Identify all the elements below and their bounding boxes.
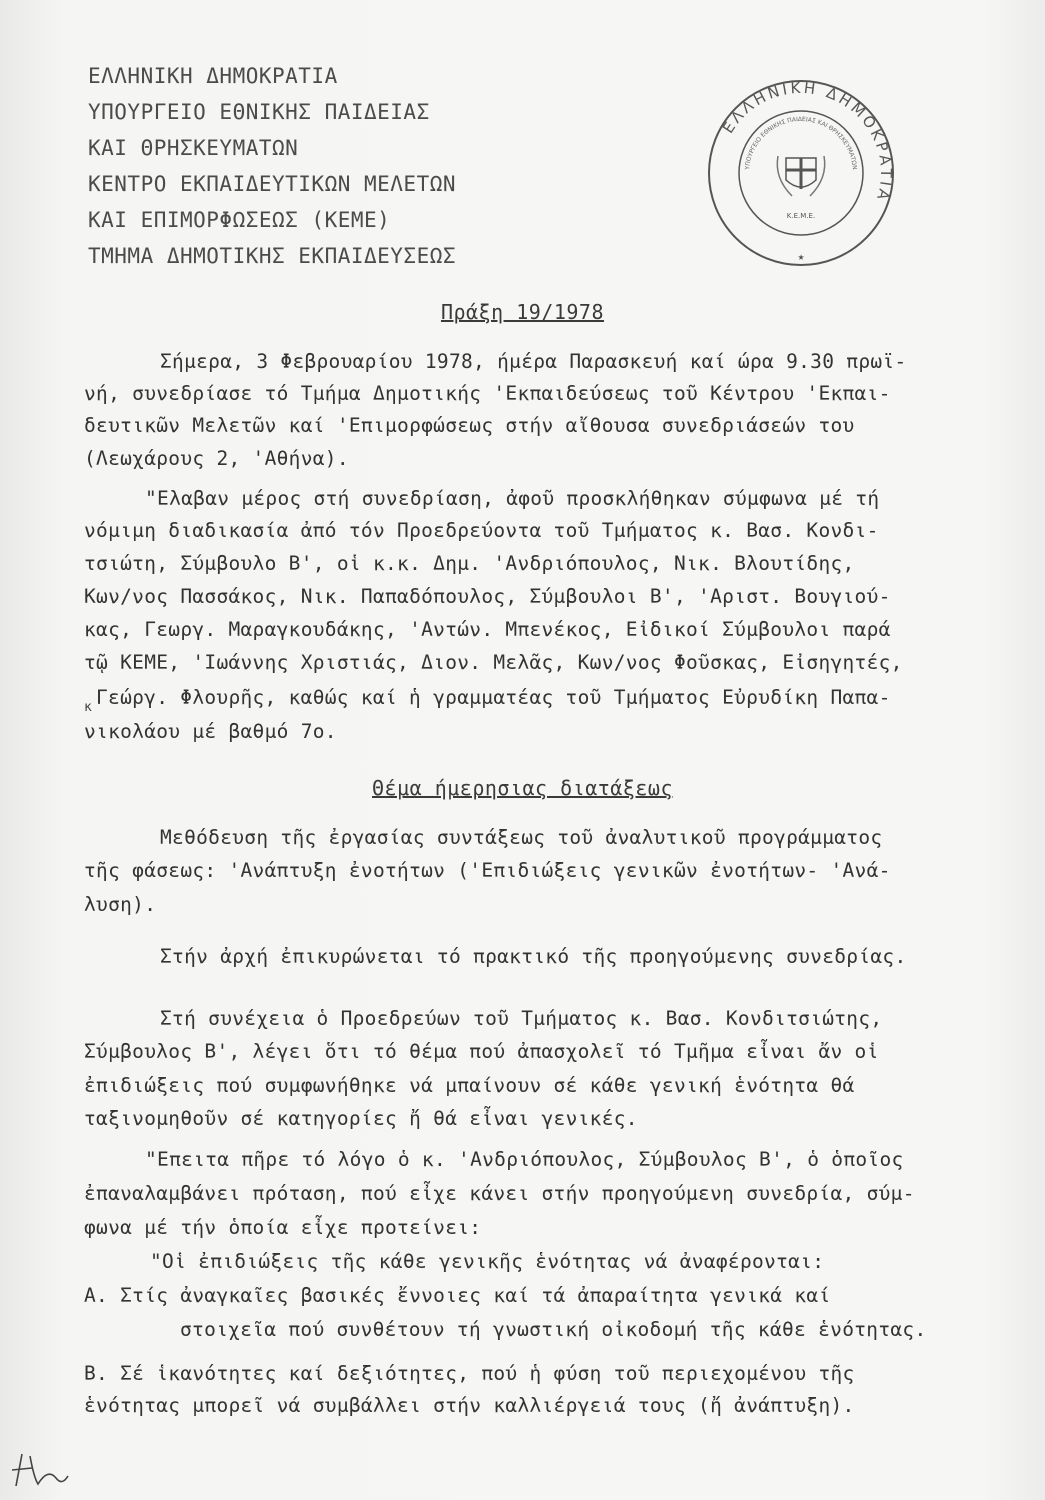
body-line: "Επειτα πῆρε τό λόγο ὁ κ. 'Ανδριόπουλος, Σύμβουλος Β', ὁ ὁποῖος <box>145 1148 904 1171</box>
body-line: δευτικῶν Μελετῶν καί 'Επιμορφώσεως στήν αἴθουσα συνεδριάσεών του <box>84 414 855 437</box>
section-title: Θέμα ήμερησιας διατάξεως <box>372 776 673 800</box>
body-line: νόμιμη διαδικασία ἀπό τόν Προεδρεύοντα τοῦ Τμήματος κ. Βασ. Κονδι- <box>84 519 879 542</box>
body-line: Γεώργ. Φλουρῆς, καθώς καί ἡ γραμματέας τοῦ Τμήματος Εὐρυδίκη Παπα- <box>96 686 891 709</box>
body-line: νή, συνεδρίασε τό Τμήμα Δημοτικής 'Εκπαιδεύσεως τοῦ Κέντρου 'Εκπαι- <box>84 382 891 405</box>
body-line: λυση). <box>84 893 157 916</box>
body-line: Σήμερα, 3 Φεβρουαρίου 1978, ήμέρα Παρασκευή καί ώρα 9.30 πρωϊ- <box>160 350 907 373</box>
seal-bottom-text: Κ.Ε.Μ.Ε. <box>786 212 816 220</box>
handwritten-initials <box>8 1448 78 1493</box>
letterhead-line: ΥΠΟΥΡΓΕΙΟ ΕΘΝΙΚΗΣ ΠΑΙΔΕΙΑΣ <box>88 100 430 124</box>
letterhead <box>88 58 456 274</box>
letterhead-line: ΚΑΙ ΕΠΙΜΟΡΦΩΣΕΩΣ (ΚΕΜΕ) <box>88 208 391 232</box>
letterhead-line: ΤΜΗΜΑ ΔΗΜΟΤΙΚΗΣ ΕΚΠΑΙΔΕΥΣΕΩΣ <box>88 244 457 268</box>
body-line: Α. Στίς ἀναγκαῖες βασικές ἔννοιες καί τά ἀπαραίτητα γενικά καί <box>84 1284 831 1307</box>
body-line: φωνα μέ τήν ὁποία εἶχε προτείνει: <box>84 1216 482 1239</box>
body-line: Μεθόδευση τῆς ἐργασίας συντάξεως τοῦ ἀναλυτικοῦ προγράμματος <box>160 826 883 849</box>
seal-inner-text: ΥΠΟΥΡΓΕΙΟ ΕΘΝΙΚΗΣ ΠΑΙΔΕΙΑΣ ΚΑΙ ΘΡΗΣΚΕΥΜΑΤΩΝ <box>744 115 858 171</box>
body-line: τῆς φάσεως: 'Ανάπτυξη ἐνοτήτων ('Επιδιώξεις γενικῶν ἐνοτήτων- 'Ανά- <box>84 859 891 882</box>
seal-outer-text: ΕΛΛΗΝΙΚΗ ΔΗΜΟΚΡΑΤΙΑ <box>718 78 896 205</box>
document-title: Πράξη 19/1978 <box>440 300 605 324</box>
body-line: νικολάου μέ βαθμό 7ο. <box>84 720 337 743</box>
body-line: Β. Σέ ἱκανότητες καί δεξιότητες, πού ἡ φύση τοῦ περιεχομένου τῆς <box>84 1362 855 1385</box>
coat-of-arms-icon <box>777 156 824 196</box>
body-line: ἐπιδιώξεις πού συμφωνήθηκε νά μπαίνουν σέ κάθε γενική ἑνότητα θά <box>84 1074 855 1097</box>
body-line: Στήν ἀρχή ἐπικυρώνεται τό πρακτικό τῆς προηγούμενης συνεδρίας. <box>160 945 907 968</box>
body-line: "Οἱ ἐπιδιώξεις τῆς κάθε γενικῆς ἑνότητας νά ἀναφέρονται: <box>150 1250 825 1273</box>
star-icon: ★ <box>797 250 805 263</box>
letterhead-line: ΕΛΛΗΝΙΚΗ ΔΗΜΟΚΡΑΤΙΑ <box>88 64 338 88</box>
letterhead-line: ΚΑΙ ΘΡΗΣΚΕΥΜΑΤΩΝ <box>88 136 299 160</box>
body-line: "Ελαβαν μέρος στή συνεδρίαση, ἀφοῦ προσκλήθηκαν σύμφωνα μέ τή <box>145 487 880 510</box>
body-line: ταξινομηθοῦν σέ κατηγορίες ἤ θά εἶναι γενικές. <box>84 1107 638 1130</box>
body-line: στοιχεῖα πού συνθέτουν τή γνωστική οἰκοδομή τῆς κάθε ἑνότητας. <box>180 1318 927 1341</box>
body-line: Κων/νος Πασσάκος, Νικ. Παπαδόπουλος, Σύμβουλοι Β', 'Αριστ. Βουγιού- <box>84 585 891 608</box>
body-line: (Λεωχάρους 2, 'Αθήνα). <box>84 447 349 470</box>
body-line: Στή συνέχεια ὁ Προεδρεύων τοῦ Τμήματος κ. Βασ. Κονδιτσιώτης, <box>160 1007 883 1030</box>
body-line: ἐπαναλαμβάνει πρόταση, πού εἶχε κάνει στήν προηγούμενη συνεδρία, σύμ- <box>84 1182 915 1205</box>
body-line: τῷ ΚΕΜΕ, 'Ιωάννης Χριστιάς, Διον. Μελᾶς, Κων/νος Φοῦσκας, Εἰσηγητές, <box>84 651 903 674</box>
margin-mark: κ <box>84 700 92 715</box>
body-line: Σύμβουλος Β', λέγει ὅτι τό θέμα πού ἀπασχολεῖ τό Τμῆμα εἶναι ἄν οἱ <box>84 1040 879 1063</box>
letterhead-line: ΚΕΝΤΡΟ ΕΚΠΑΙΔΕΥΤΙΚΩΝ ΜΕΛΕΤΩΝ <box>88 172 457 196</box>
body-line: κας, Γεωργ. Μαραγκουδάκης, 'Αντών. Μπενέκος, Εἰδικοί Σύμβουλοι παρά <box>84 618 891 641</box>
body-line: ἑνότητας μπορεῖ νά συμβάλλει στήν καλλιέργειά τους (ἤ ἀνάπτυξη). <box>84 1394 855 1417</box>
official-seal <box>706 78 896 268</box>
body-line: τσιώτη, Σύμβουλο Β', οἱ κ.κ. Δημ. 'Ανδριόπουλος, Νικ. Βλουτίδης, <box>84 552 855 575</box>
